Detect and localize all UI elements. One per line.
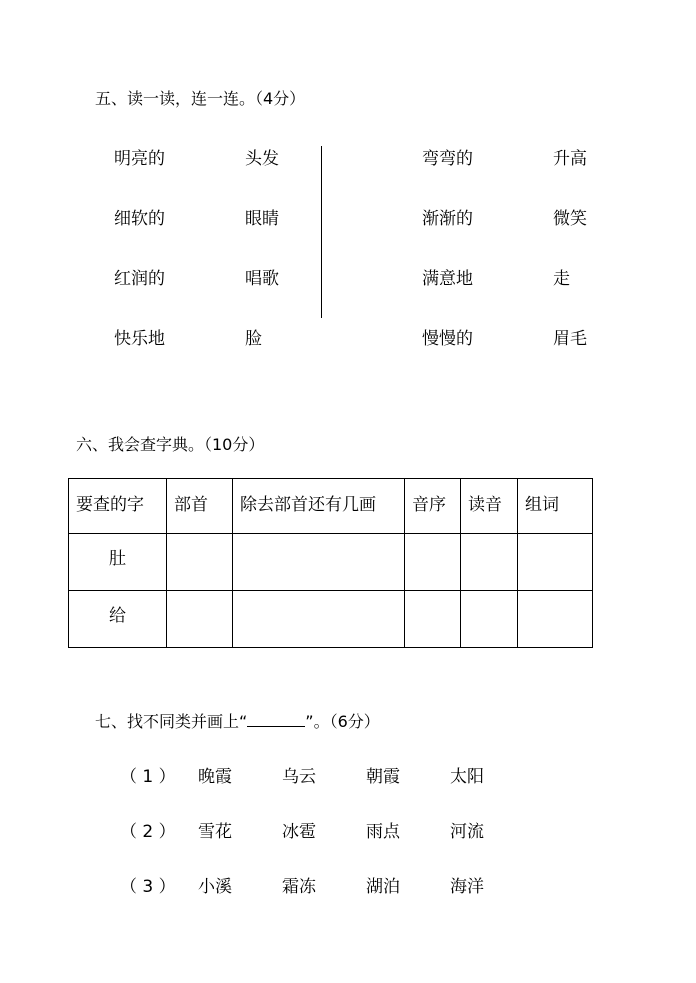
list-item[interactable]: 冰雹: [282, 822, 316, 842]
match-word: 满意地: [422, 269, 473, 289]
section-7-title-start: 七、找不同类并画上“: [95, 712, 248, 731]
match-word: 快乐地: [114, 329, 165, 349]
list-item[interactable]: 太阳: [450, 767, 484, 787]
initial-letter-cell[interactable]: [405, 534, 461, 591]
column-header: 要查的字: [69, 479, 167, 534]
list-item[interactable]: 雨点: [366, 822, 400, 842]
list-item[interactable]: 乌云: [282, 767, 316, 787]
match-word: 红润的: [114, 269, 165, 289]
list-item[interactable]: 霜冻: [282, 877, 316, 897]
lookup-character: 给: [69, 591, 167, 648]
section-6-title: 六、我会查字典。（10分）: [76, 435, 265, 454]
underline-blank: [247, 712, 305, 727]
item-number: （ 3 ）: [120, 877, 176, 897]
list-item[interactable]: 海洋: [450, 877, 484, 897]
match-word: 细软的: [114, 209, 165, 229]
match-word: 头发: [245, 149, 279, 169]
match-word: 微笑: [553, 209, 587, 229]
word-cell[interactable]: [518, 534, 593, 591]
section-7-title-end: ”。（6分）: [305, 712, 380, 731]
section-5-title: 五、读一读，连一连。（4分）: [95, 89, 306, 108]
table-row: [69, 591, 593, 648]
column-header: 读音: [461, 479, 518, 534]
match-word: 弯弯的: [422, 149, 473, 169]
dictionary-table: [68, 478, 593, 648]
radical-cell[interactable]: [167, 591, 233, 648]
section-7-title: [95, 712, 380, 732]
match-word: 眉毛: [553, 329, 587, 349]
match-word: 走: [553, 269, 570, 289]
table-row: [69, 534, 593, 591]
initial-letter-cell[interactable]: [405, 591, 461, 648]
item-number: （ 1 ）: [120, 767, 176, 787]
item-number: （ 2 ）: [120, 822, 176, 842]
pronunciation-cell[interactable]: [461, 534, 518, 591]
lookup-character: 肚: [69, 534, 167, 591]
match-word: 明亮的: [114, 149, 165, 169]
match-word: 唱歌: [245, 269, 279, 289]
list-item[interactable]: 湖泊: [366, 877, 400, 897]
radical-cell[interactable]: [167, 534, 233, 591]
stroke-count-cell[interactable]: [233, 591, 405, 648]
word-cell[interactable]: [518, 591, 593, 648]
stroke-count-cell[interactable]: [233, 534, 405, 591]
column-header: 组词: [518, 479, 593, 534]
match-word: 眼睛: [245, 209, 279, 229]
list-item[interactable]: 朝霞: [366, 767, 400, 787]
list-item[interactable]: 小溪: [198, 877, 232, 897]
list-item[interactable]: 晚霞: [198, 767, 232, 787]
match-word: 慢慢的: [422, 329, 473, 349]
column-header: 除去部首还有几画: [233, 479, 405, 534]
match-word: 脸: [245, 329, 262, 349]
column-header: 音序: [405, 479, 461, 534]
column-header: 部首: [167, 479, 233, 534]
list-item[interactable]: 雪花: [198, 822, 232, 842]
matching-divider: [321, 146, 322, 318]
match-word: 渐渐的: [422, 209, 473, 229]
pronunciation-cell[interactable]: [461, 591, 518, 648]
table-header-row: [69, 479, 593, 534]
match-word: 升高: [553, 149, 587, 169]
list-item[interactable]: 河流: [450, 822, 484, 842]
